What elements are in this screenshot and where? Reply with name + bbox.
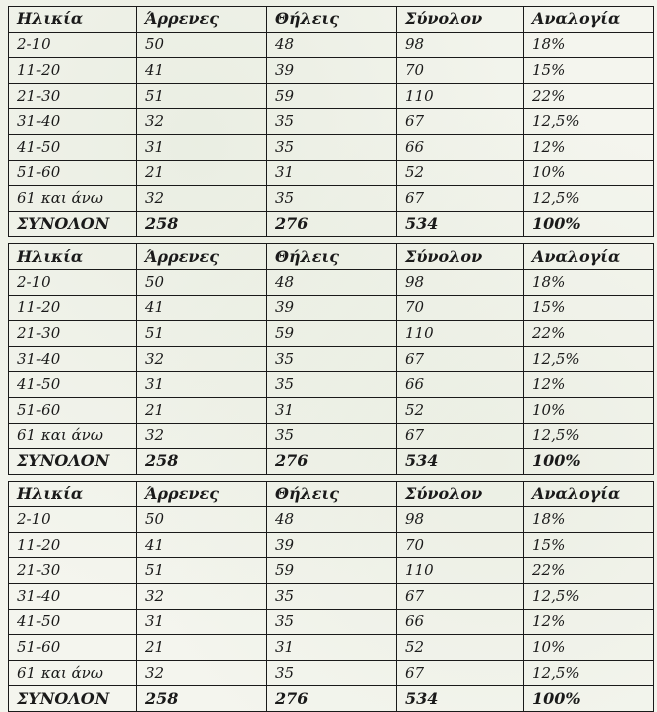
- table-row: [9, 346, 654, 372]
- column-header-males: Άρρενες: [137, 244, 267, 270]
- table-row: [9, 507, 654, 533]
- cell-males: 31: [137, 609, 267, 635]
- cell-females: 59: [267, 321, 397, 347]
- cell-total: 70: [397, 532, 524, 558]
- table-row: [9, 532, 654, 558]
- column-header-age: Ηλικία: [9, 244, 137, 270]
- cell-males: 32: [137, 109, 267, 135]
- table-row: [9, 295, 654, 321]
- table-total-row: [9, 686, 654, 712]
- table-row: [9, 58, 654, 84]
- tables-container: [8, 6, 653, 712]
- cell-age: 2-10: [9, 507, 137, 533]
- cell-total: 110: [397, 321, 524, 347]
- cell-ratio: 10%: [524, 397, 654, 423]
- cell-males: 32: [137, 186, 267, 212]
- cell-age: 31-40: [9, 584, 137, 610]
- cell-males: 41: [137, 295, 267, 321]
- cell-ratio: 15%: [524, 532, 654, 558]
- column-header-females: Θήλεις: [267, 244, 397, 270]
- table-row: [9, 186, 654, 212]
- cell-total: 52: [397, 160, 524, 186]
- cell-ratio: 12,5%: [524, 584, 654, 610]
- cell-age: 41-50: [9, 609, 137, 635]
- total-cell-males: 258: [137, 686, 267, 712]
- cell-males: 32: [137, 346, 267, 372]
- column-header-total: Σύνολον: [397, 481, 524, 507]
- cell-total: 110: [397, 558, 524, 584]
- cell-females: 48: [267, 269, 397, 295]
- cell-total: 70: [397, 295, 524, 321]
- column-header-males: Άρρενες: [137, 7, 267, 33]
- table-total-row: [9, 449, 654, 475]
- cell-males: 51: [137, 321, 267, 347]
- cell-total: 110: [397, 83, 524, 109]
- table-row: [9, 83, 654, 109]
- cell-age: 2-10: [9, 269, 137, 295]
- cell-ratio: 12,5%: [524, 186, 654, 212]
- cell-ratio: 22%: [524, 558, 654, 584]
- cell-ratio: 12,5%: [524, 109, 654, 135]
- cell-females: 35: [267, 186, 397, 212]
- cell-females: 48: [267, 32, 397, 58]
- cell-total: 66: [397, 372, 524, 398]
- column-header-males: Άρρενες: [137, 481, 267, 507]
- table-header-row: [9, 244, 654, 270]
- cell-females: 48: [267, 507, 397, 533]
- column-header-total: Σύνολον: [397, 244, 524, 270]
- total-cell-total: 534: [397, 449, 524, 475]
- total-cell-ratio: 100%: [524, 211, 654, 237]
- cell-ratio: 10%: [524, 160, 654, 186]
- cell-females: 35: [267, 660, 397, 686]
- total-cell-total: 534: [397, 211, 524, 237]
- cell-age: 21-30: [9, 83, 137, 109]
- cell-males: 50: [137, 507, 267, 533]
- total-cell-females: 276: [267, 449, 397, 475]
- table-row: [9, 32, 654, 58]
- cell-age: 41-50: [9, 372, 137, 398]
- cell-females: 59: [267, 83, 397, 109]
- cell-total: 70: [397, 58, 524, 84]
- cell-total: 66: [397, 609, 524, 635]
- cell-ratio: 22%: [524, 83, 654, 109]
- cell-males: 32: [137, 584, 267, 610]
- cell-ratio: 22%: [524, 321, 654, 347]
- cell-total: 52: [397, 635, 524, 661]
- total-cell-ratio: 100%: [524, 686, 654, 712]
- table-row: [9, 660, 654, 686]
- population-table: [8, 6, 654, 237]
- table-row: [9, 397, 654, 423]
- cell-males: 32: [137, 423, 267, 449]
- table-row: [9, 321, 654, 347]
- cell-females: 35: [267, 109, 397, 135]
- cell-total: 66: [397, 134, 524, 160]
- cell-males: 51: [137, 558, 267, 584]
- cell-males: 21: [137, 635, 267, 661]
- cell-ratio: 18%: [524, 32, 654, 58]
- cell-ratio: 15%: [524, 58, 654, 84]
- cell-ratio: 12%: [524, 134, 654, 160]
- cell-females: 39: [267, 295, 397, 321]
- column-header-ratio: Αναλογία: [524, 7, 654, 33]
- table-row: [9, 372, 654, 398]
- population-table: [8, 481, 654, 712]
- cell-age: 2-10: [9, 32, 137, 58]
- cell-ratio: 12%: [524, 609, 654, 635]
- cell-females: 35: [267, 609, 397, 635]
- total-cell-age: ΣΥΝΟΛΟΝ: [9, 686, 137, 712]
- cell-total: 67: [397, 346, 524, 372]
- cell-males: 21: [137, 160, 267, 186]
- cell-age: 21-30: [9, 321, 137, 347]
- cell-females: 31: [267, 397, 397, 423]
- cell-males: 41: [137, 58, 267, 84]
- cell-total: 98: [397, 32, 524, 58]
- total-cell-ratio: 100%: [524, 449, 654, 475]
- cell-males: 31: [137, 372, 267, 398]
- cell-females: 35: [267, 423, 397, 449]
- table-row: [9, 635, 654, 661]
- cell-ratio: 18%: [524, 507, 654, 533]
- column-header-age: Ηλικία: [9, 481, 137, 507]
- table-row: [9, 584, 654, 610]
- cell-age: 41-50: [9, 134, 137, 160]
- total-cell-males: 258: [137, 211, 267, 237]
- column-header-total: Σύνολον: [397, 7, 524, 33]
- cell-females: 35: [267, 584, 397, 610]
- cell-age: 11-20: [9, 295, 137, 321]
- table-row: [9, 609, 654, 635]
- table-row: [9, 160, 654, 186]
- cell-age: 51-60: [9, 397, 137, 423]
- cell-ratio: 18%: [524, 269, 654, 295]
- cell-total: 52: [397, 397, 524, 423]
- cell-females: 35: [267, 134, 397, 160]
- population-table: [8, 243, 654, 474]
- cell-age: 61 και άνω: [9, 186, 137, 212]
- cell-females: 59: [267, 558, 397, 584]
- total-cell-males: 258: [137, 449, 267, 475]
- cell-females: 39: [267, 532, 397, 558]
- cell-ratio: 12,5%: [524, 660, 654, 686]
- cell-total: 67: [397, 109, 524, 135]
- cell-ratio: 12%: [524, 372, 654, 398]
- cell-age: 11-20: [9, 532, 137, 558]
- cell-males: 50: [137, 269, 267, 295]
- cell-ratio: 12,5%: [524, 346, 654, 372]
- cell-age: 31-40: [9, 346, 137, 372]
- cell-ratio: 15%: [524, 295, 654, 321]
- table-row: [9, 423, 654, 449]
- cell-males: 21: [137, 397, 267, 423]
- cell-males: 41: [137, 532, 267, 558]
- cell-age: 51-60: [9, 160, 137, 186]
- cell-age: 61 και άνω: [9, 423, 137, 449]
- table-header-row: [9, 7, 654, 33]
- table-row: [9, 558, 654, 584]
- cell-females: 31: [267, 160, 397, 186]
- cell-total: 67: [397, 186, 524, 212]
- cell-age: 61 και άνω: [9, 660, 137, 686]
- cell-total: 67: [397, 660, 524, 686]
- total-cell-total: 534: [397, 686, 524, 712]
- cell-age: 21-30: [9, 558, 137, 584]
- total-cell-females: 276: [267, 686, 397, 712]
- column-header-ratio: Αναλογία: [524, 481, 654, 507]
- cell-males: 31: [137, 134, 267, 160]
- cell-males: 51: [137, 83, 267, 109]
- cell-age: 11-20: [9, 58, 137, 84]
- total-cell-females: 276: [267, 211, 397, 237]
- total-cell-age: ΣΥΝΟΛΟΝ: [9, 449, 137, 475]
- cell-total: 98: [397, 507, 524, 533]
- cell-ratio: 12,5%: [524, 423, 654, 449]
- cell-females: 39: [267, 58, 397, 84]
- total-cell-age: ΣΥΝΟΛΟΝ: [9, 211, 137, 237]
- cell-total: 67: [397, 423, 524, 449]
- cell-total: 67: [397, 584, 524, 610]
- table-row: [9, 269, 654, 295]
- column-header-age: Ηλικία: [9, 7, 137, 33]
- cell-age: 51-60: [9, 635, 137, 661]
- cell-ratio: 10%: [524, 635, 654, 661]
- table-header-row: [9, 481, 654, 507]
- cell-females: 31: [267, 635, 397, 661]
- cell-age: 31-40: [9, 109, 137, 135]
- column-header-females: Θήλεις: [267, 481, 397, 507]
- column-header-ratio: Αναλογία: [524, 244, 654, 270]
- cell-total: 98: [397, 269, 524, 295]
- cell-females: 35: [267, 372, 397, 398]
- cell-males: 50: [137, 32, 267, 58]
- table-row: [9, 134, 654, 160]
- cell-males: 32: [137, 660, 267, 686]
- cell-females: 35: [267, 346, 397, 372]
- column-header-females: Θήλεις: [267, 7, 397, 33]
- table-row: [9, 109, 654, 135]
- table-total-row: [9, 211, 654, 237]
